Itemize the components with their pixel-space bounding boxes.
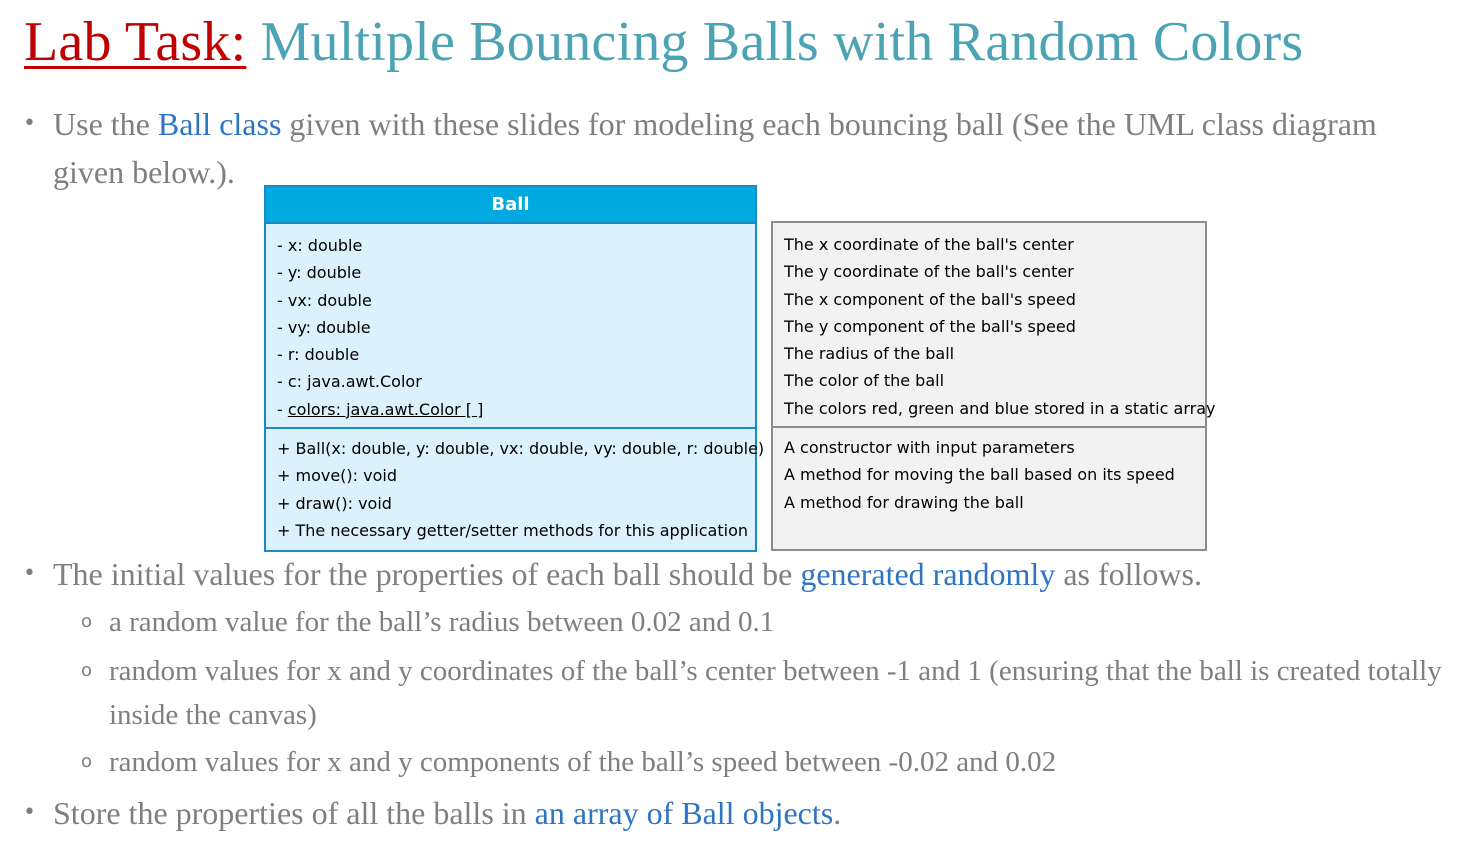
title-prefix: Lab Task: [24, 11, 247, 73]
description-item: A constructor with input parameters [784, 438, 1075, 458]
bullet-highlight: Ball class [157, 106, 282, 142]
sub-bullet-radius [81, 600, 1449, 644]
uml-attribute: - vy: double [277, 317, 371, 337]
description-attributes [773, 223, 1216, 428]
sub-bullet-coordinates [81, 649, 1454, 737]
uml-method: + The necessary getter/setter methods for this application [277, 520, 748, 540]
sub-bullet-dot: o [81, 660, 93, 681]
uml-attribute: - r: double [277, 345, 360, 365]
bullet-array-storage [23, 789, 1453, 837]
uml-static-name: colors: java.awt.Color [ ] [287, 399, 484, 419]
uml-static-attribute [277, 396, 744, 423]
description-methods [773, 428, 1205, 549]
uml-attributes [266, 224, 755, 429]
uml-method: + move(): void [277, 466, 397, 486]
uml-class-name: Ball [266, 187, 755, 224]
uml-static-prefix: - [277, 399, 288, 419]
bullet-highlight: generated randomly [800, 556, 1056, 592]
uml-methods [266, 429, 765, 550]
bullet-dot: • [23, 561, 36, 586]
title-text: Multiple Bouncing Balls with Random Colors [246, 11, 1304, 73]
uml-class-diagram [264, 185, 765, 552]
uml-attribute: - vx: double [277, 290, 372, 310]
sub-bullet-dot: o [81, 751, 93, 772]
sub-bullet-speed [81, 740, 1449, 784]
description-item: A method for drawing the ball [784, 492, 1024, 512]
bullet-text: . [833, 795, 842, 831]
description-item: The radius of the ball [784, 344, 955, 364]
description-item: The colors red, green and blue stored in a static array [784, 398, 1216, 418]
bullet-random-values [23, 550, 1453, 598]
description-item: The color of the ball [784, 371, 945, 391]
bullet-dot: • [23, 800, 36, 825]
description-item: The x component of the ball's speed [784, 289, 1076, 309]
bullet-dot: • [23, 111, 36, 136]
sub-bullet-text: random values for x and y coordinates of the ball’s center between -1 and 1 (ensuring that the ball is created totally inside the canvas) [109, 655, 1442, 731]
uml-attribute: - x: double [277, 236, 363, 255]
bullet-text: as follows. [1055, 556, 1202, 592]
bullet-ball-class [23, 100, 1453, 196]
bullet-text: The initial values for the properties of each ball should be [53, 556, 801, 592]
slide-title [24, 6, 1303, 78]
uml-method: + Ball(x: double, y: double, vx: double, vy: double, r: double) [277, 439, 765, 459]
uml-attribute: - c: java.awt.Color [277, 372, 422, 392]
sub-bullet-text: a random value for the ball’s radius between 0.02 and 0.1 [109, 606, 775, 638]
bullet-text: given with these slides for modeling each bouncing ball (See the UML class diagram given below.). [53, 106, 1377, 190]
bullet-highlight: an array of Ball objects [534, 795, 834, 831]
description-item: A method for moving the ball based on its speed [784, 465, 1175, 485]
sub-bullet-dot: o [81, 611, 93, 632]
sub-bullet-text: random values for x and y components of the ball’s speed between -0.02 and 0.02 [109, 746, 1057, 778]
description-item: The x coordinate of the ball's center [784, 235, 1074, 254]
uml-attribute: - y: double [277, 263, 362, 283]
bullet-text: Use the [53, 106, 158, 142]
bullet-text: Store the properties of all the balls in [53, 795, 535, 831]
uml-descriptions [771, 221, 1216, 551]
uml-method: + draw(): void [277, 493, 392, 513]
description-item: The y component of the ball's speed [784, 316, 1076, 336]
description-item: The y coordinate of the ball's center [784, 262, 1074, 282]
